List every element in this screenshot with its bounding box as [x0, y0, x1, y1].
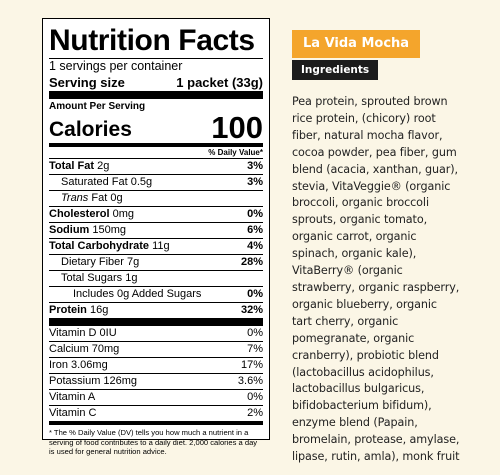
vitamin-row-vitamin-a — [49, 389, 263, 405]
ingredients-list: Pea protein, sprouted brown rice protein, (chicory) root fiber, natural mocha flavor, cocoa powder, pea fiber, gum blend (acacia, xanthan, guar), stevia, VitaVeggie® (organic broccoli, organic broccoli sprouts, organic tomato, organic carrot, organic spinach, organic kale), VitaBerry® (organic strawberry, organic raspberry, organic blueberry, organic tart cherry, organic pomegranate, organic cranberry), probiotic blend (lactobacillus acidophilus, lactobacillus bulgaricus, bifidobacterium bifidum), enzyme blend (Papain, bromelain, protease, amylase, lipase, rutin, amla), monk fruit — [292, 95, 460, 464]
vitamin-name: Vitamin C — [49, 407, 97, 419]
nutrient-name: Includes 0g Added Sugars — [73, 288, 202, 300]
calories-label: Calories — [49, 118, 132, 141]
vitamin-dv: 3.6% — [237, 375, 263, 387]
serving-size-row — [49, 74, 263, 91]
nutrient-dv: 3% — [247, 176, 263, 188]
product-info-panel — [292, 30, 482, 466]
nutrient-name: Dietary Fiber — [61, 256, 124, 268]
amount-per-serving: Amount Per Serving — [49, 101, 146, 112]
thick-divider — [49, 318, 263, 326]
vitamin-dv: 0% — [247, 391, 263, 403]
daily-value-header: % Daily Value* — [208, 148, 263, 157]
nutrient-dv: 0% — [247, 288, 263, 300]
nutrient-dv: 0% — [247, 208, 263, 220]
nutrient-dv: 4% — [247, 240, 263, 252]
servings-per-container: 1 servings per container — [49, 59, 183, 73]
vitamin-name: Potassium 126mg — [49, 375, 138, 387]
vitamin-row-potassium — [49, 373, 263, 389]
nutrient-row-sodium — [49, 222, 263, 238]
nutrient-name: Saturated Fat — [61, 176, 128, 188]
daily-value-footnote: * The % Daily Value (DV) tells you how much a nutrient in a serving of food contributes to a daily diet. 2,000 calories a day is used for general nutrition advice. — [49, 428, 258, 456]
thick-divider — [49, 91, 263, 99]
nutrient-row-total-sugars — [49, 270, 263, 286]
nutrient-dv: 3% — [247, 160, 263, 172]
vitamin-name: Iron 3.06mg — [49, 359, 108, 371]
vitamin-dv: 17% — [240, 359, 263, 371]
product-name-badge: La Vida Mocha — [292, 30, 420, 58]
nutrient-row-added-sugars — [49, 286, 263, 302]
nutrient-amount: 2g — [97, 160, 110, 172]
nutrition-facts-title: Nutrition Facts — [49, 24, 255, 57]
ingredients-heading: Ingredients — [292, 60, 378, 80]
nutrient-name: Sodium — [49, 224, 90, 236]
vitamin-row-vitamin-c — [49, 405, 263, 421]
vitamin-name: Calcium 70mg — [49, 343, 120, 355]
nutrient-name: Protein — [49, 304, 87, 316]
medium-divider — [49, 421, 263, 425]
vitamin-dv: 2% — [247, 407, 263, 419]
nutrient-amount: 7g — [127, 256, 140, 268]
nutrient-row-protein — [49, 302, 263, 318]
serving-size-label: Serving size — [49, 75, 125, 90]
vitamin-dv: 7% — [247, 343, 263, 355]
nutrient-row-trans-fat — [49, 190, 263, 206]
nutrient-amount: 1g — [125, 272, 138, 284]
nutrient-row-saturated-fat — [49, 174, 263, 190]
vitamin-row-vitamin-d — [49, 326, 263, 341]
nutrient-amount: Fat 0g — [91, 192, 123, 204]
calories-row — [49, 110, 263, 145]
calories-value: 100 — [211, 110, 263, 145]
nutrient-name: Total Fat — [49, 160, 95, 172]
nutrient-amount: 150mg — [92, 224, 127, 236]
nutrient-row-total-carbohydrate — [49, 238, 263, 254]
vitamin-name: Vitamin D 0IU — [49, 327, 117, 339]
nutrient-row-dietary-fiber — [49, 254, 263, 270]
vitamin-row-iron — [49, 357, 263, 373]
nutrient-amount: 0.5g — [130, 176, 153, 188]
nutrient-row-cholesterol — [49, 206, 263, 222]
nutrient-name: Cholesterol — [49, 208, 110, 220]
nutrient-name: Total Carbohydrate — [49, 240, 150, 252]
nutrition-facts-label — [42, 18, 270, 456]
vitamin-dv: 0% — [247, 327, 263, 339]
serving-size-value: 1 packet (33g) — [176, 75, 263, 90]
vitamin-name: Vitamin A — [49, 391, 96, 403]
nutrient-dv: 28% — [240, 256, 263, 268]
nutrient-amount: 0mg — [112, 208, 134, 220]
nutrient-amount: 16g — [89, 304, 109, 316]
nutrient-name: Trans — [61, 192, 89, 204]
nutrient-row-total-fat — [49, 158, 263, 174]
vitamin-row-calcium — [49, 341, 263, 357]
nutrient-name: Total Sugars — [61, 272, 123, 284]
nutrient-dv: 6% — [247, 224, 263, 236]
nutrient-dv: 32% — [240, 304, 263, 316]
nutrient-amount: 11g — [152, 240, 170, 252]
